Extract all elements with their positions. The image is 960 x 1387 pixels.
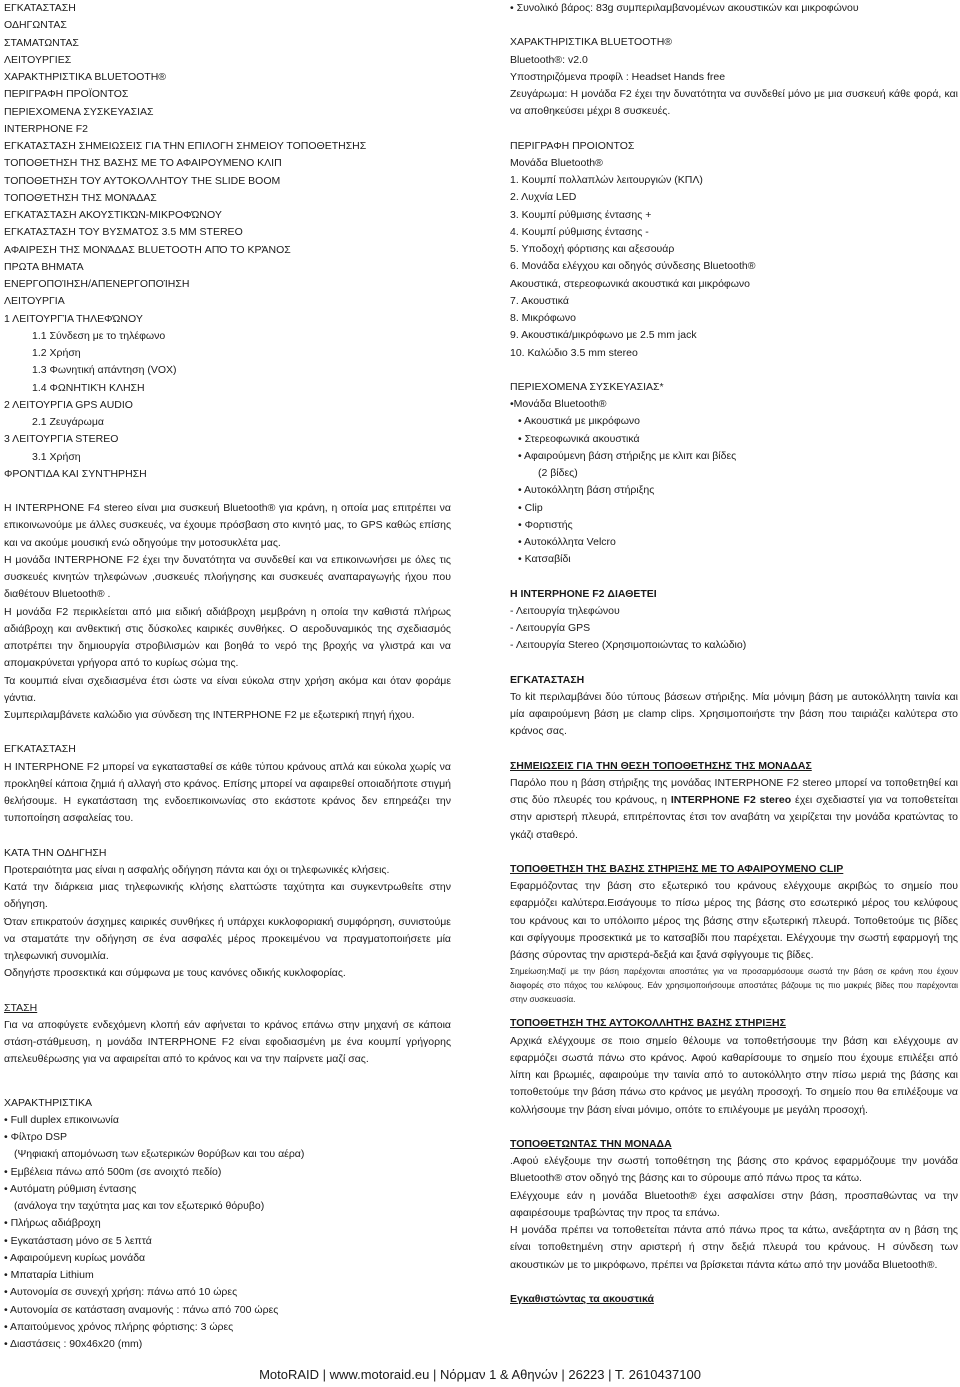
desc-heading: ΠΕΡΙΓΡΑΦΗ ΠΡΟΙΟΝΤΟΣ — [510, 139, 635, 152]
feature-item: • Μπαταρία Lithium — [4, 1269, 94, 1281]
unit-mount-heading: ΤΟΠΟΘΕΤΩΝΤΑΣ ΤΗΝ ΜΟΝΑΔΑ — [510, 1137, 672, 1150]
product-part-item: 4. Κουμπί ρύθμισης έντασης - — [510, 225, 649, 238]
product-name-bold: INTERPHONE F2 stereo — [670, 794, 792, 806]
toc-item: 2.1 Ζευγάρωμα — [32, 416, 104, 428]
headphones-install-heading: Εγκαθιστώντας τα ακουστικά — [510, 1292, 654, 1305]
package-item: • Κατσαβίδι — [518, 553, 571, 566]
driving-paragraph: Οδηγήστε προσεκτικά και σύμφωνα με τους κανόνες οδικής κυκλοφορίας. — [4, 967, 346, 980]
feature-item: • Εμβέλεια πάνω από 500m (σε ανοιχτό πεδίο) — [4, 1165, 222, 1178]
package-item: • Αυτοκόλλητα Velcro — [518, 536, 616, 548]
product-part-item: Ακουστικά, στερεοφωνικά ακουστικά και μικρόφωνο — [510, 277, 751, 290]
bt-specs — [510, 52, 958, 87]
driving-text — [4, 862, 451, 983]
bt-heading: ΧΑΡΑΚΤΗΡΙΣΤΙΚΑ BLUETOOTH® — [510, 36, 673, 49]
driving-paragraph: Προτεραιότητα μας είναι η ασφαλής οδήγηση πάντα και όχι οι τηλεφωνικές κλήσεις. — [4, 863, 390, 876]
package-item: • Φορτιστής — [518, 518, 573, 531]
intro-text — [4, 500, 451, 724]
unit-mount-paragraph: Η μονάδα πρέπει να τοποθετείται πάντα από πάνω προς τα κάτω, ανεξάρτητα αν η βάση της είναι τοποθετημένη στην αριστερή ή στην δεξιά πλευρά του κράνους. Η σύνδεση των ακουστικών με το μικρόφωνο, πρέπει να βρίσκεται πάντα κάτω από την μονάδα Bluetooth®. — [510, 1224, 958, 1271]
install-text-right: Το kit περιλαμβάνει δύο τύπους βάσεων στήριξης. Μία μόνιμη βάση με αυτοκόλλητη ταινία και μία αφαιρούμενη βάση με clamp clips. Χρησιμοποιήστε την βάση που ταιριάζει καλύτερα στο κράνος σας. — [510, 690, 958, 738]
feature-item: • Εγκατάσταση μόνο σε 5 λεπτά — [4, 1234, 152, 1247]
bt-spec-line: Υποστηριζόμενα προφίλ : Headset Hands free — [510, 70, 726, 83]
product-part-item: 5. Υποδοχή φόρτισης και αξεσουάρ — [510, 243, 675, 255]
product-part-item: 7. Ακουστικά — [510, 294, 569, 307]
f2-feature-item: - Λειτουργία GPS — [510, 622, 591, 634]
install-heading-right: ΕΓΚΑΤΑΣΤΑΣΗ — [510, 673, 585, 686]
toc-item: ΦΡΟΝΤΊΔΑ ΚΑΙ ΣΥΝΤΉΡΗΣΗ — [4, 467, 147, 480]
product-part-item: Μονάδα Bluetooth® — [510, 156, 603, 169]
package-item: • Ακουστικά με μικρόφωνο — [518, 415, 640, 428]
toc-item: 2 ΛΕΙΤΟΥΡΓΙΑ GPS AUDIO — [4, 398, 133, 411]
toc-item: ΠΕΡΙΓΡΑΦΗ ΠΡΟΪΟΝΤΟΣ — [4, 88, 129, 101]
adhesive-mount-text: Αρχικά ελέγχουμε σε ποιο σημείο θέλουμε να τοποθετήσουμε την βάση και ελέγχουμε αν εφαρμόζει σωστά πάνω στο κράνος. Αφού καθαρίσουμε το σημείο που έχουμε επιλέξει από λίπη και βρωμιές, αφαιρούμε την ταινία από το αυτοκόλλητο στην πίσω μεριά της βάσης και τοποθετούμε την βάση πάνω στο κράνος με μεγάλη προσοχή. Το σημείο που θα επιλέξουμε να κολλήσουμε την βάση είναι μόνιμο, οπότε το επιλέγουμε με μεγάλη προσοχή. — [510, 1034, 958, 1116]
toc-item: ΠΕΡΙΕΧΟΜΕΝΑ ΣΥΣΚΕΥΑΣΙΑΣ — [4, 105, 154, 118]
package-item: • Αυτοκόλλητη βάση στήριξης — [518, 484, 655, 497]
product-part-item: 10. Καλώδιο 3.5 mm stereo — [510, 346, 638, 359]
feature-item: • Φίλτρο DSP — [4, 1131, 68, 1143]
feature-item: (ανάλογα την ταχύτητα μας και τον εξωτερικό θόρυβο) — [14, 1200, 265, 1212]
feature-item: • Πλήρως αδιάβροχη — [4, 1217, 101, 1230]
features-f2-list — [510, 603, 958, 655]
package-item: •Μονάδα Bluetooth® — [510, 398, 607, 410]
product-part-item: 6. Μονάδα ελέγχου και οδηγός σύνδεσης Bluetooth® — [510, 260, 756, 273]
product-part-item: 3. Κουμπί ρύθμισης έντασης + — [510, 208, 652, 221]
feature-item: • Διαστάσεις : 90x46x20 (mm) — [4, 1338, 143, 1350]
table-of-contents — [4, 0, 451, 483]
toc-item: ΕΓΚΑΤΑΣΤΑΣΗ ΤΟΥ ΒΥΣΜΑΤΟΣ 3.5 MM STEREO — [4, 226, 243, 239]
driving-paragraph: Κατά την διάρκεια μιας τηλεφωνικής κλήσης ελαττώστε ταχύτητα και συγκεντρωθείτε στην οδήγηση. — [4, 881, 451, 911]
toc-item: 1.1 Σύνδεση με το τηλέφωνο — [32, 329, 166, 342]
package-item: (2 βίδες) — [538, 467, 578, 479]
toc-item: 3.1 Χρήση — [32, 450, 81, 463]
package-item: • Αφαιρούμενη βάση στήριξης με κλιπ και βίδες — [518, 449, 737, 462]
toc-item: ΧΑΡΑΚΤΗΡΙΣΤΙΚΑ BLUETOOTH® — [4, 71, 167, 83]
mounting-notes-text: Παρόλο που η βάση στήριξης της μονάδας INTERPHONE F2 stereo μπορεί να τοποθετηθεί και στις δύο πλευρές του κράνους, η INTERPHONE F2 stereo έχει σχεδιαστεί για να τοποθετείται στην αριστερή πλευρά, επιτρέποντας έτσι τον αναβάτη να χειρίζεται την μονάδα κρατώντας το γκάζι σταθερό. — [510, 776, 958, 841]
clip-mount-heading: ΤΟΠΟΘΕΤΗΣΗ ΤΗΣ ΒΑΣΗΣ ΣΤΗΡΙΞΗΣ ΜΕ ΤΟ ΑΦΑΙΡΟΥΜΕΝΟ CLIP — [510, 862, 844, 875]
weight-item: • Συνολικό βάρος: 83g συμπεριλαμβανομένων ακουστικών και μικροφώνου — [510, 2, 859, 14]
toc-item: ΣΤΑΜΑΤΩΝΤΑΣ — [4, 36, 79, 49]
stop-heading: ΣΤΑΣΗ — [4, 1001, 38, 1014]
intro-paragraph: Η μονάδα INTERPHONE F2 έχει την δυνατότητα να συνδεθεί και να επικοινωνήσει με όλες τις συσκευές κινητών τηλεφώνων ,συσκευές πλοήγησης και συσκευές αναπαραγωγής ήχου που διαθέτουν Bluetooth® . — [4, 553, 451, 601]
features-f2-heading: Η INTERPHONE F2 ΔΙΑΘΕΤΕΙ — [510, 587, 657, 600]
install-text: Η INTERPHONE F2 μπορεί να εγκατασταθεί σε κάθε τύπου κράνους απλά και εύκολα χωρίς να προκληθεί κάποια ζημιά ή αλλαγή στο κράνος. Επίσης μπορεί να αφαιρεθεί οποιαδήποτε στιγμή θελήσουμε. Η εγκατάσταση της ενδοεπικοινωνίας στο εκάστοτε κράνος δεν επηρεάζει την τυποποίηση ασφαλείας του. — [4, 760, 451, 825]
page-footer: MotoRAID | www.motoraid.eu | Νόρμαν 1 & Αθηνών | 26223 | Τ. 2610437100 — [259, 1367, 701, 1382]
intro-paragraph: Η μονάδα F2 περικλείεται από μια ειδική αδιάβροχη μεμβράνη η οποία την καθιστά πλήρως αδιάβροχη και ανθεκτική στις δύσκολες καιρικές συνθήκες. Ο αεροδυναμικός της σχεδιασμός αποτρέπει την δημιουργία στροβιλισμών και βοηθά το νερό της βροχής να γλιστρά και να απομακρύνεται γρήγορα από το κυρίως σώμα της. — [4, 605, 451, 670]
package-item: • Clip — [518, 501, 543, 514]
pack-heading: ΠΕΡΙΕΧΟΜΕΝΑ ΣΥΣΚΕΥΑΣΙΑΣ* — [510, 380, 664, 393]
feature-item: • Αυτόματη ρύθμιση έντασης — [4, 1182, 137, 1195]
toc-item: ΤΟΠΟΘΕΤΗΣΗ ΤΟΥ ΑΥΤΟΚΟΛΛΗΤΟΥ THE SLIDE BOOM — [4, 174, 281, 187]
toc-item: ΕΓΚΑΤΑΣΤΑΣΗ — [4, 2, 76, 14]
product-part-item: 8. Μικρόφωνο — [510, 312, 576, 324]
feature-item: • Απαιτούμενος χρόνος πλήρης φόρτισης: 3 ώρες — [4, 1320, 234, 1333]
intro-paragraph: Τα κουμπιά είναι σχεδιασμένα έτσι ώστε να είναι εύκολα στην χρήση ακόμα και όταν φοράμε γάντια. — [4, 674, 451, 704]
product-part-item: 1. Κουμπί πολλαπλών λειτουργιών (ΚΠΛ) — [510, 174, 703, 186]
toc-item: 1.2 Χρήση — [32, 347, 81, 359]
install-heading: ΕΓΚΑΤΑΣΤΑΣΗ — [4, 743, 76, 756]
toc-item: ΕΓΚΑΤΆΣΤΑΣΗ ΑΚΟΥΣΤΙΚΏΝ-ΜΙΚΡΟΦΏΝΟΥ — [4, 209, 222, 221]
driving-heading: ΚΑΤΑ ΤΗΝ ΟΔΗΓΗΣΗ — [4, 846, 107, 859]
driving-paragraph: Όταν επικρατούν άσχημες καιρικές συνθήκες ή υπάρχει κυκλοφοριακή συμφόρηση, συνιστούμε να σταματάτε την οδήγηση σε ένα ασφαλές μέρος προκειμένου να πραγματοποιήσετε μία τηλεφωνική συνομιλία. — [4, 915, 451, 962]
toc-item: ΕΝΕΡΓΟΠΟΊΗΣΗ/ΑΠΕΝΕΡΓΟΠΟΊΗΣΗ — [4, 278, 190, 290]
toc-item: ΑΦΑΙΡΕΣΗ ΤΗΣ ΜΟΝΆΔΑΣ BLUETOOTH ΑΠΌ ΤΟ ΚΡΆΝΟΣ — [4, 243, 291, 256]
bt-spec-line: Bluetooth®: v2.0 — [510, 53, 588, 66]
unit-mount-paragraph: Ελέγχουμε εάν η μονάδα Bluetooth® έχει ασφαλίσει στην βάση, προσπαθώντας να την αφαιρέσουμε τραβώντας την προς τα επάνω. — [510, 1189, 958, 1219]
stop-text: Για να αποφύγετε ενδεχόμενη κλοπή εάν αφήνεται το κράνος επάνω στην μηχανή σε κάποια στάση-στάθμευση, η μονάδα INTERPHONE F2 είναι εφοδιασμένη με ένα κουμπί γρήγορης απελευθέρωσης για να αφαιρείται από το κράνος και να την παίρνετε μαζί σας. — [4, 1018, 451, 1066]
toc-item: INTERPHONE F2 — [4, 122, 89, 135]
package-contents-list — [510, 396, 958, 569]
clip-mount-note: Σημείωση:Μαζί με την βάση παρέχονται αποστάτες για να προσαρμόσουμε σωστά την βάση σε κράνη που έχουν διαφορές στο πάχος του κελύφους. Εάν χρησιμοποιήσουμε αποστάτες βάζουμε τις πιο μακριές βίδες που παρέχονται στην συσκευασία. — [510, 966, 958, 1005]
clip-mount-text: Εφαρμόζοντας την βάση στο εξωτερικό του κράνους ελέγχουμε ακριβώς το σημείο που εφαρμόζει καλύτερα.Εισάγουμε το πίσω μέρος της βάσης στο εσωτερικό μέρος του κελύφους του κράνους και το υπόλοιπο μέρος της βάσης στην εξωτερική πλευρά. Τοποθετούμε τις βίδες και σφίγγουμε προσεκτικά με το κατσαβίδι που παρέχεται. Ελέγχουμε την σωστή εφαρμογή της βάσης σύροντας την αριστερά-δεξιά και ξανά σφίγγουμε τις βίδες. — [510, 880, 958, 961]
toc-item: 1 ΛΕΙΤΟΥΡΓΊΑ ΤΗΛΕΦΏΝΟΥ — [4, 312, 143, 325]
feature-item: • Full duplex επικοινωνία — [4, 1113, 119, 1126]
features-list — [4, 1112, 451, 1354]
features-heading: ΧΑΡΑΚΤΗΡΙΣΤΙΚΑ — [4, 1096, 92, 1109]
product-part-item: 2. Λυχνία LED — [510, 191, 577, 204]
feature-item: • Αφαιρούμενη κυρίως μονάδα — [4, 1251, 146, 1264]
unit-mount-text — [510, 1153, 958, 1274]
toc-item: ΛΕΙΤΟΥΡΓΙΕΣ — [4, 53, 72, 66]
toc-item: ΤΟΠΟΘΕΤΗΣΗ ΤΗΣ ΒΑΣΗΣ ΜΕ ΤΟ ΑΦΑΙΡΟΥΜΕΝΟ ΚΛΙΠ — [4, 157, 282, 170]
f2-feature-item: - Λειτουργία Stereo (Χρησιμοποιώντας το καλώδιο) — [510, 639, 747, 652]
package-item: • Στερεοφωνικά ακουστικά — [518, 432, 640, 445]
toc-item: ΠΡΩΤΑ ΒΗΜΑΤΑ — [4, 260, 84, 273]
product-part-item: 9. Ακουστικά/μικρόφωνο με 2.5 mm jack — [510, 329, 697, 342]
toc-item: ΛΕΙΤΟΥΡΓΙΑ — [4, 295, 65, 308]
f2-feature-item: - Λειτουργία τηλεφώνου — [510, 604, 620, 617]
bt-pairing: Ζευγάρωμα: Η μονάδα F2 έχει την δυνατότητα να συνδεθεί μόνο με μια συσκευή κάθε φορά, και να αποθηκεύσει μέχρι 8 συσκευές. — [510, 88, 958, 118]
feature-item: • Αυτονομία σε συνεχή χρήση: πάνω από 10 ώρες — [4, 1286, 238, 1299]
feature-item: • Αυτονομία σε κατάσταση αναμονής : πάνω από 700 ώρες — [4, 1303, 279, 1316]
feature-item: (Ψηφιακή απομόνωση των εξωτερικών θορύβων και του αέρα) — [14, 1148, 305, 1161]
toc-item: 1.3 Φωνητική απάντηση (VOX) — [32, 364, 177, 377]
mounting-notes-heading: ΣΗΜΕΙΩΣΕΙΣ ΓΙΑ ΤΗΝ ΘΕΣΗ ΤΟΠΟΘΕΤΗΣΗΣ ΤΗΣ ΜΟΝΑΔΑΣ — [510, 759, 812, 772]
left-column — [4, 0, 451, 1353]
product-parts-list — [510, 155, 958, 362]
toc-item: ΤΟΠΟΘΈΤΗΣΗ ΤΗΣ ΜΟΝΆΔΑΣ — [4, 191, 157, 204]
right-column — [510, 0, 958, 1308]
toc-item: 1.4 ΦΩΝΗΤΙΚΉ ΚΛΗΣΗ — [32, 381, 145, 394]
unit-mount-paragraph: .Αφού ελέγξουμε την σωστή τοποθέτηση της βάσης στο κράνος εφαρμόζουμε την μονάδα Bluetooth® στον οδηγό της βάσης και το σύρουμε από πάνω προς τα κάτω. — [510, 1155, 958, 1185]
toc-item: ΟΔΗΓΩΝΤΑΣ — [4, 19, 67, 32]
toc-item: ΕΓΚΑΤΑΣΤΑΣΗ ΣΗΜΕΙΩΣΕΙΣ ΓΙΑ ΤΗΝ ΕΠΙΛΟΓΗ ΣΗΜΕΙΟΥ ΤΟΠΟΘΕΤΗΣΗΣ — [4, 140, 367, 152]
intro-paragraph: Η INTERPHONE F4 stereo είναι μια συσκευή Bluetooth® για κράνη, η οποία μας επιτρέπει να επικοινωνούμε με άλλες συσκευές, να έχουμε πρόσβαση στο κινητό μας, το GPS καθώς επίσης και να ακούμε μουσική ενώ οδηγούμε την μοτοσυκλέτα μας. — [4, 502, 451, 549]
adhesive-mount-heading: ΤΟΠΟΘΕΤΗΣΗ ΤΗΣ ΑΥΤΟΚΟΛΛΗΤΗΣ ΒΑΣΗΣ ΣΤΗΡΙΞΗΣ — [510, 1017, 786, 1030]
toc-item: 3 ΛΕΙΤΟΥΡΓΙΑ STEREO — [4, 433, 119, 446]
intro-paragraph: Συμπεριλαμβάνετε καλώδιο για σύνδεση της INTERPHONE F2 με εξωτερική πηγή ήχου. — [4, 709, 415, 721]
